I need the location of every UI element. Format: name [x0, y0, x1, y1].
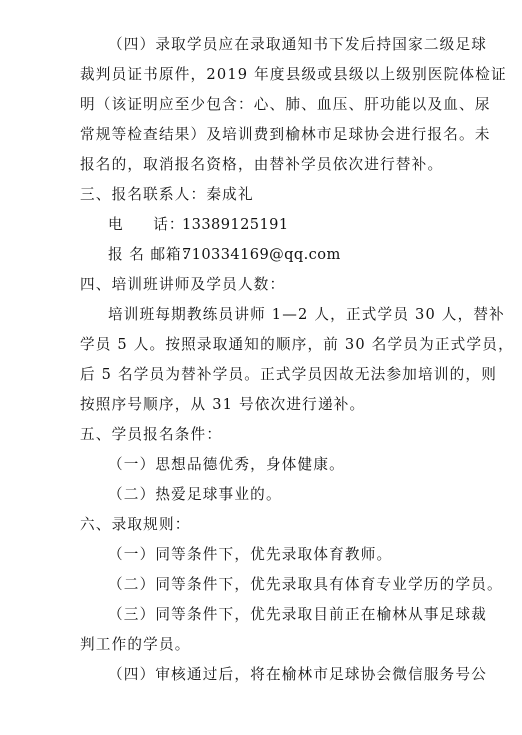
- paragraph-line: 后 5 名学员为替补学员。正式学员因故无法参加培训的，则: [80, 366, 498, 383]
- paragraph-line: 学员 5 人。按照录取通知的顺序，前 30 名学员为正式学员，: [80, 336, 514, 353]
- contact-phone-value: 13389125191: [182, 216, 289, 233]
- section-heading-conditions: 五、学员报名条件：: [80, 426, 223, 443]
- paragraph-line: 常规等检查结果）及培训费到榆林市足球协会进行报名。未: [80, 126, 491, 143]
- list-item: （三）同等条件下，优先录取目前正在榆林从事足球裁: [108, 606, 488, 623]
- paragraph-line: 裁判员证书原件，2019 年度县级或县级以上级别医院体检证: [80, 66, 507, 83]
- contact-email-value: 710334169@qq.com: [182, 246, 341, 263]
- contact-email-row: [108, 242, 341, 268]
- section-heading-contact: 三、报名联系人：秦成礼: [80, 186, 254, 203]
- paragraph-line: 报名的，取消报名资格，由替补学员依次进行替补。: [80, 156, 444, 173]
- paragraph-line: 按照序号顺序，从 31 号依次进行递补。: [80, 396, 366, 413]
- list-item: （二）同等条件下，优先录取具有体育专业学历的学员。: [108, 576, 503, 593]
- paragraph-line: 判工作的学员。: [80, 636, 191, 653]
- section-heading-instructors: 四、培训班讲师及学员人数：: [80, 276, 286, 293]
- list-item: （二）热爱足球事业的。: [108, 486, 282, 503]
- contact-email-label: 报 名 邮箱：: [108, 246, 198, 263]
- section-heading-rules: 六、录取规则：: [80, 516, 191, 533]
- list-item: （一）思想品德优秀，身体健康。: [108, 456, 345, 473]
- contact-phone-label: 电 话：: [108, 216, 185, 233]
- list-item: （四）审核通过后，将在榆林市足球协会微信服务号公: [108, 666, 488, 683]
- contact-phone-row: [108, 212, 289, 238]
- paragraph-line: （四）录取学员应在录取通知书下发后持国家二级足球: [108, 36, 488, 53]
- list-item: （一）同等条件下，优先录取体育教师。: [108, 546, 393, 563]
- paragraph-line: 明（该证明应至少包含：心、肺、血压、肝功能以及血、尿: [80, 96, 491, 113]
- paragraph-line: 培训班每期教练员讲师 1—2 人，正式学员 30 人，替补: [108, 306, 505, 323]
